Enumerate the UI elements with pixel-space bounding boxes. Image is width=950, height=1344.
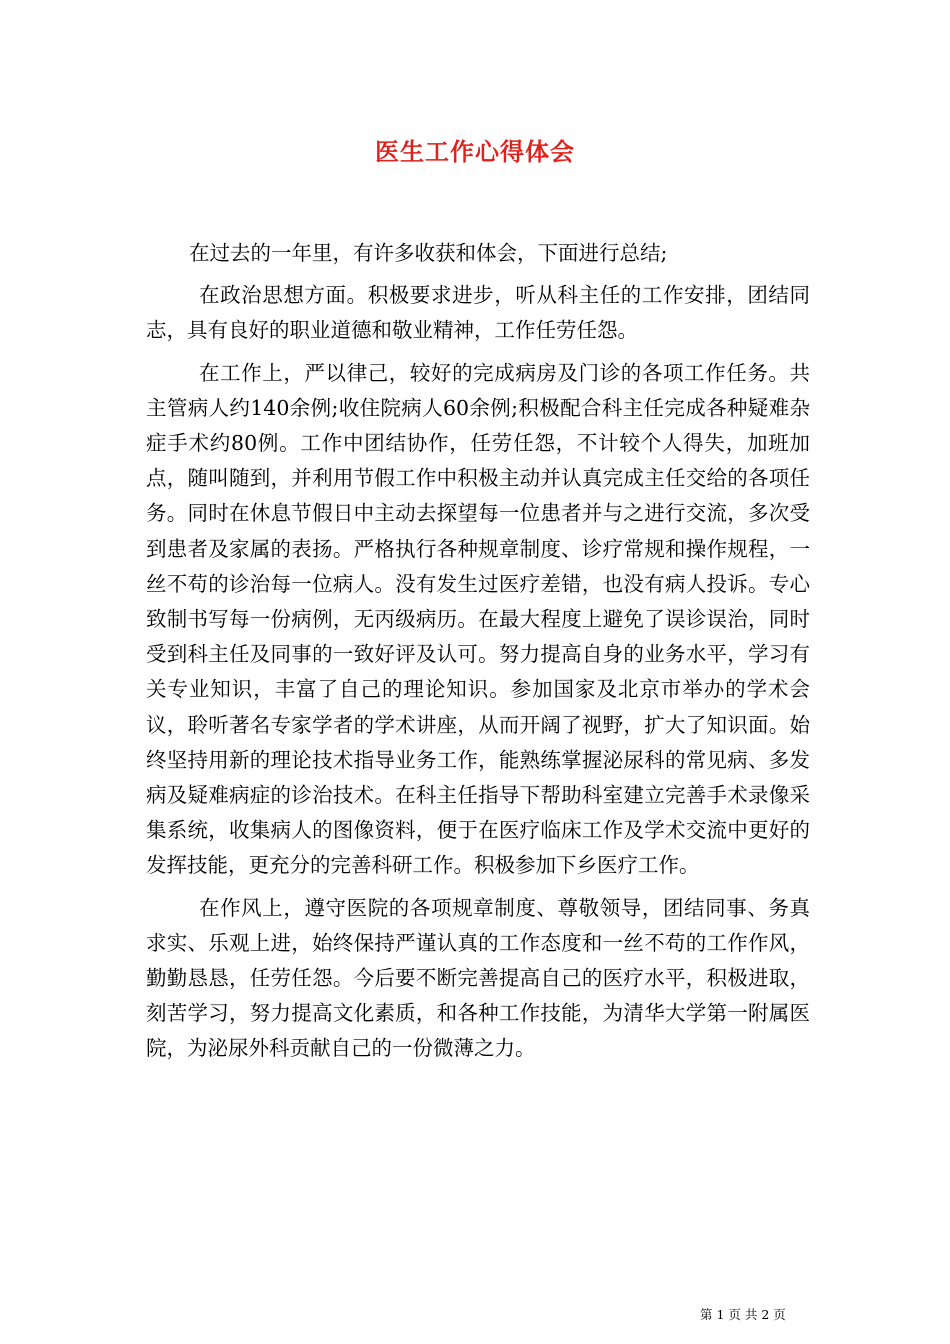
page-title: 医生工作心得体会 [375, 137, 575, 166]
paragraph-work: 在工作上，严以律己，较好的完成病房及门诊的各项工作任务。共主管病人约140余例;收住院病人60余例;积极配合科主任完成各种疑难杂症手术约80例。工作中团结协作，任劳任怨，不计较个人得失，加班加点，随叫随到，并利用节假工作中积极主动并认真完成主任交给的各项任务。同时在休息节假日中主动去探望每一位患者并与之进行交流，多次受到患者及家属的表扬。严格执行各种规章制度、诊疗常规和操作规程，一丝不苟的诊治每一位病人。没有发生过医疗差错，也没有病人投诉。专心致制书写每一份病例，无丙级病历。在最大程度上避免了误诊误治，同时受到科主任及同事的一致好评及认可。努力提高自身的业务水平，学习有关专业知识，丰富了自己的理论知识。参加国家及北京市举办的学术会议，聆听著名专家学者的学术讲座，从而开阔了视野，扩大了知识面。始终坚持用新的理论技术指导业务工作，能熟练掌握泌尿科的常见病、多发病及疑难病症的诊治技术。在科主任指导下帮助科室建立完善手术录像采集系统，收集病人的图像资料，便于在医疗临床工作及学术交流中更好的发挥技能，更充分的完善科研工作。积极参加下乡医疗工作。 [146, 360, 810, 878]
paragraph-politics: 在政治思想方面。积极要求进步，听从科主任的工作安排，团结同志，具有良好的职业道德和敬业精神，工作任劳任怨。 [146, 283, 810, 343]
page-number: 第 1 页 共 2 页 [700, 1307, 786, 1322]
paragraph-intro: 在过去的一年里，有许多收获和体会，下面进行总结; [189, 241, 668, 265]
paragraph-style: 在作风上，遵守医院的各项规章制度、尊敬领导，团结同事、务真求实、乐观上进，始终保持严谨认真的工作态度和一丝不苟的工作作风，勤勤恳恳，任劳任怨。今后要不断完善提高自己的医疗水平，积极进取，刻苦学习，努力提高文化素质，和各种工作技能，为清华大学第一附属医院，为泌尿外科贡献自己的一份微薄之力。 [146, 895, 810, 1061]
document-body [146, 236, 810, 1067]
